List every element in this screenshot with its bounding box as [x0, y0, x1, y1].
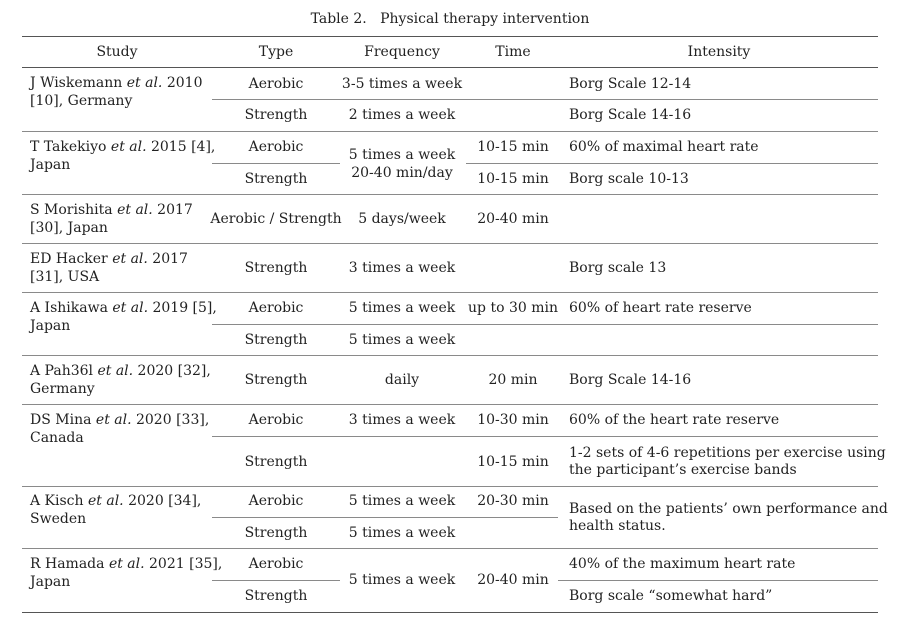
type-cell: Strength: [244, 454, 308, 470]
type-cell: Strength: [244, 332, 308, 348]
type-cell: Strength: [244, 107, 308, 123]
study-ref: [10], Germany: [30, 93, 133, 109]
type-cell: Aerobic: [248, 139, 304, 155]
study-name: A Pah36l et al. 2020 [32],: [30, 363, 211, 379]
table-bottom-rule: [22, 612, 878, 613]
frequency-cell: 5 times a week: [348, 525, 456, 541]
study-name: S Morishita et al. 2017: [30, 202, 193, 218]
type-cell: Strength: [244, 525, 308, 541]
row-divider: [22, 131, 878, 132]
time-cell: 10-30 min: [477, 412, 549, 428]
intensity-cell: the participant’s exercise bands: [569, 462, 797, 478]
frequency-cell: 3-5 times a week: [341, 76, 463, 92]
intensity-cell: Based on the patients’ own performance and: [569, 501, 888, 517]
subrow-divider: [212, 324, 878, 325]
frequency-cell: 5 times a week: [348, 147, 456, 163]
study-name: ED Hacker et al. 2017: [30, 251, 188, 267]
study-name: A Kisch et al. 2020 [34],: [30, 493, 202, 509]
subrow-divider: [212, 163, 340, 164]
study-name: DS Mina et al. 2020 [33],: [30, 412, 210, 428]
row-divider: [22, 194, 878, 195]
study-ref: Canada: [30, 430, 84, 446]
frequency-cell: 3 times a week: [348, 260, 456, 276]
table-caption: Table 2. Physical therapy intervention: [310, 11, 590, 27]
type-cell: Aerobic: [248, 412, 304, 428]
frequency-cell: daily: [384, 372, 420, 388]
intensity-cell: 1-2 sets of 4-6 repetitions per exercise using: [569, 445, 886, 461]
header-intensity: Intensity: [687, 44, 751, 60]
frequency-cell: 2 times a week: [348, 107, 456, 123]
intensity-cell: Borg scale 10-13: [569, 171, 689, 187]
study-ref: Japan: [30, 574, 71, 590]
row-divider: [22, 548, 878, 549]
intensity-cell: 60% of maximal heart rate: [569, 139, 759, 155]
subrow-divider: [466, 163, 878, 164]
header-study: Study: [96, 44, 138, 60]
table-top-rule: [22, 36, 878, 37]
frequency-cell: 5 times a week: [348, 572, 456, 588]
row-divider: [22, 292, 878, 293]
row-divider: [22, 243, 878, 244]
intensity-cell: Borg scale “somewhat hard”: [569, 588, 773, 604]
study-name: J Wiskemann et al. 2010: [30, 75, 203, 91]
study-ref: Germany: [30, 381, 95, 397]
study-ref: [31], USA: [30, 269, 100, 285]
intensity-cell: Borg Scale 14-16: [569, 372, 692, 388]
frequency-cell: 3 times a week: [348, 412, 456, 428]
frequency-cell: 5 times a week: [348, 332, 456, 348]
time-cell: 10-15 min: [477, 139, 549, 155]
type-cell: Aerobic: [248, 556, 304, 572]
study-name: T Takekiyo et al. 2015 [4],: [30, 139, 216, 155]
time-cell: 20-40 min: [477, 572, 549, 588]
intensity-cell: 60% of heart rate reserve: [569, 300, 752, 316]
header-time: Time: [495, 44, 531, 60]
frequency-cell: 5 times a week: [348, 300, 456, 316]
frequency-cell: 20-40 min/day: [351, 165, 453, 181]
subrow-divider: [212, 580, 340, 581]
row-divider: [22, 486, 878, 487]
type-cell: Aerobic: [248, 493, 304, 509]
intensity-cell: Borg scale 13: [569, 260, 667, 276]
study-name: A Ishikawa et al. 2019 [5],: [30, 300, 217, 316]
time-cell: 20-40 min: [477, 211, 549, 227]
subrow-divider: [558, 580, 878, 581]
type-cell: Strength: [244, 171, 308, 187]
subrow-divider: [212, 99, 878, 100]
type-cell: Strength: [244, 372, 308, 388]
frequency-cell: 5 days/week: [358, 211, 446, 227]
intensity-cell: 40% of the maximum heart rate: [569, 556, 796, 572]
type-cell: Strength: [244, 260, 308, 276]
type-cell: Aerobic / Strength: [210, 211, 342, 227]
subrow-divider: [212, 436, 878, 437]
time-cell: 20 min: [488, 372, 538, 388]
study-ref: [30], Japan: [30, 220, 108, 236]
intensity-cell: 60% of the heart rate reserve: [569, 412, 780, 428]
row-divider: [22, 404, 878, 405]
study-ref: Sweden: [30, 511, 87, 527]
type-cell: Aerobic: [248, 76, 304, 92]
subrow-divider: [212, 517, 558, 518]
frequency-cell: 5 times a week: [348, 493, 456, 509]
header-type: Type: [258, 44, 294, 60]
time-cell: up to 30 min: [468, 300, 558, 316]
header-rule: [22, 67, 878, 68]
intensity-cell: Borg Scale 12-14: [569, 76, 692, 92]
header-frequency: Frequency: [364, 44, 440, 60]
row-divider: [22, 355, 878, 356]
time-cell: 10-15 min: [477, 171, 549, 187]
type-cell: Aerobic: [248, 300, 304, 316]
intensity-cell: health status.: [569, 518, 666, 534]
study-ref: Japan: [30, 157, 71, 173]
time-cell: 10-15 min: [477, 454, 549, 470]
study-name: R Hamada et al. 2021 [35],: [30, 556, 223, 572]
study-ref: Japan: [30, 318, 71, 334]
time-cell: 20-30 min: [477, 493, 549, 509]
intensity-cell: Borg Scale 14-16: [569, 107, 692, 123]
type-cell: Strength: [244, 588, 308, 604]
